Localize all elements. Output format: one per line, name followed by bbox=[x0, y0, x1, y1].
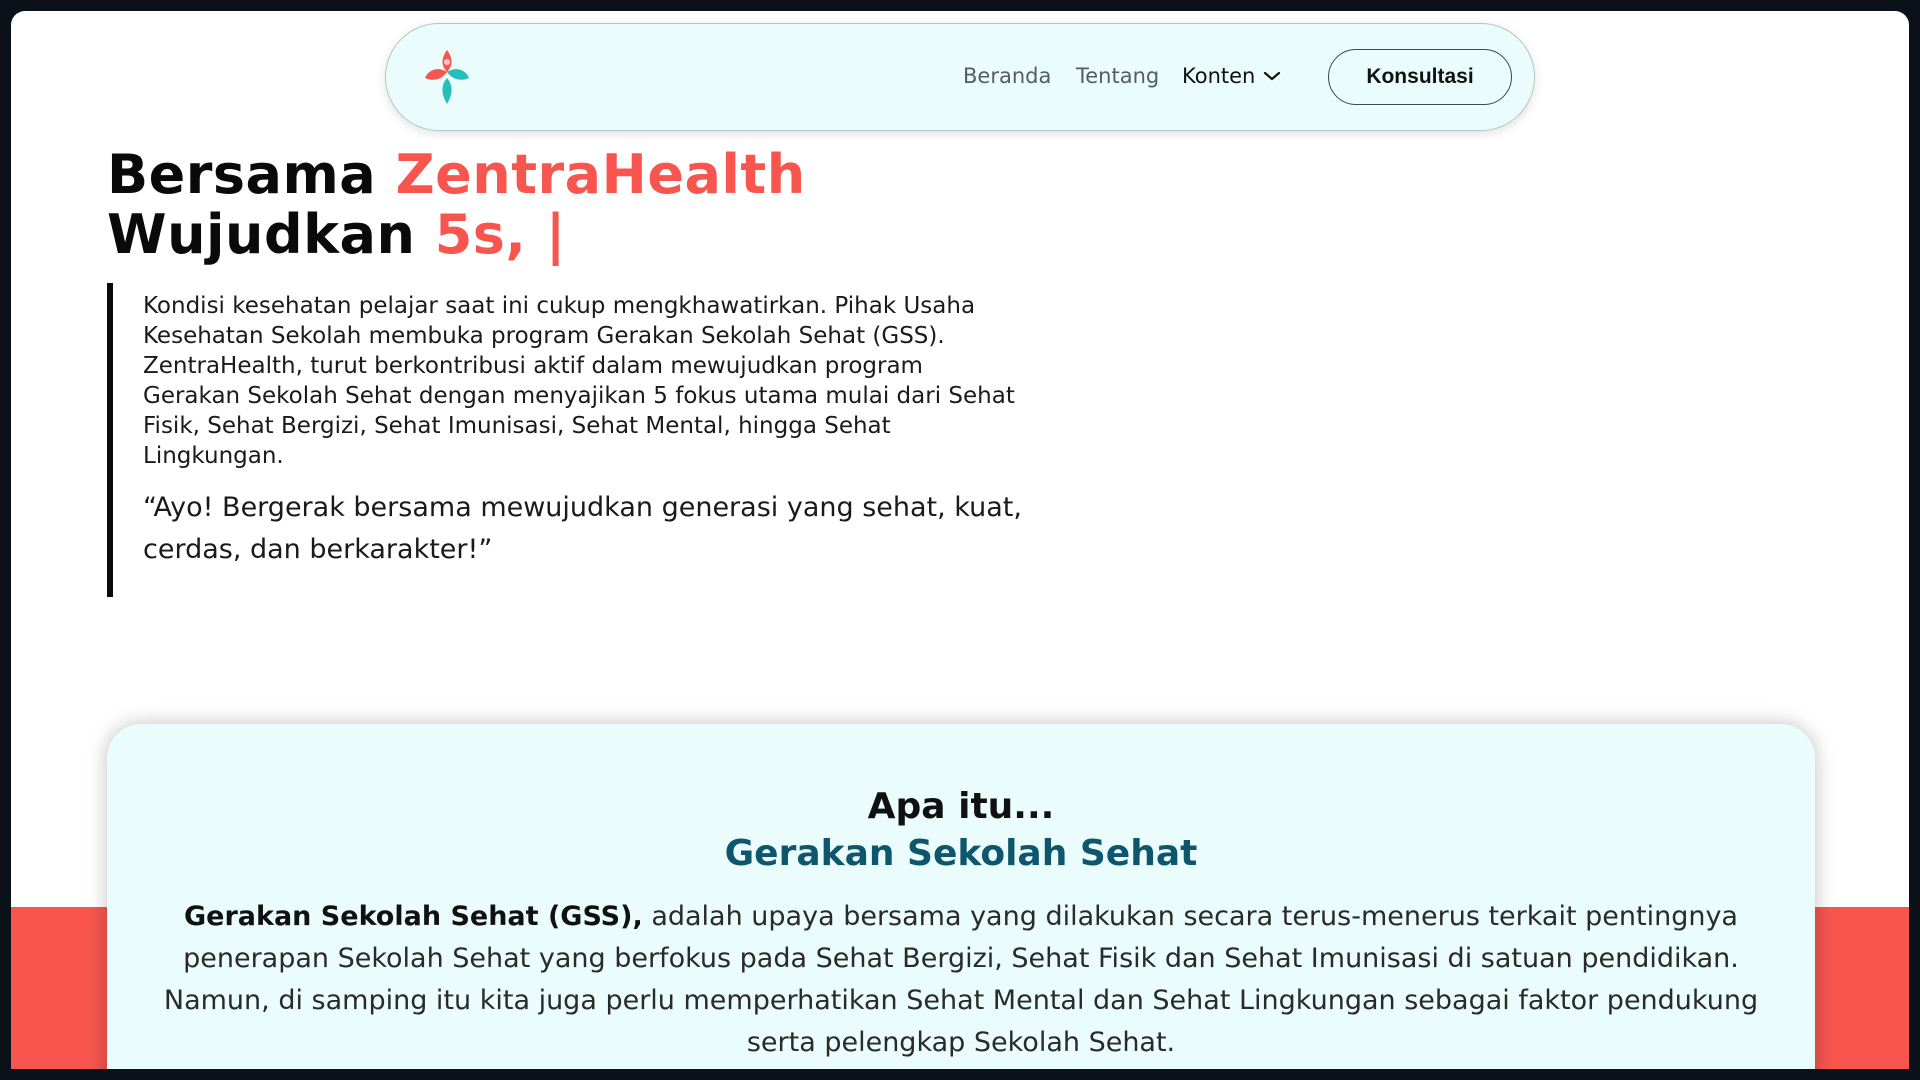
hero-intro-text: Kondisi kesehatan pelajar saat ini cukup mengkhawatirkan. Pihak Usaha Kesehatan Sekolah membuka program Gerakan Sekolah Sehat (GSS). ZentraHealth, turut berkontribusi aktif dalam mewujudkan program Gerakan Sekolah Sehat dengan menyajikan 5 fokus utama mulai dari Sehat Fisik, Sehat Bergizi, Sehat Imunisasi, Sehat Mental, hingga Sehat Lingkungan. bbox=[143, 293, 1015, 469]
hero-title bbox=[107, 145, 806, 265]
nav-konten-dropdown[interactable] bbox=[1182, 64, 1281, 88]
nav-konten-label: Konten bbox=[1182, 64, 1256, 88]
hero-title-prefix: Bersama bbox=[107, 143, 396, 206]
hero-title-line2: Wujudkan bbox=[107, 203, 435, 266]
gss-title: Gerakan Sekolah Sehat bbox=[724, 833, 1198, 874]
gss-question-heading: Apa itu... bbox=[867, 786, 1055, 827]
gss-description-strong: Gerakan Sekolah Sehat (GSS), bbox=[184, 901, 643, 932]
hero-description-block bbox=[107, 283, 1057, 597]
nav-tentang-link[interactable]: Tentang bbox=[1076, 64, 1160, 88]
browser-viewport bbox=[11, 11, 1909, 1069]
hero-title-brand: ZentraHealth bbox=[395, 143, 806, 206]
nav-beranda-link[interactable]: Beranda bbox=[963, 64, 1052, 88]
zentrahealth-logo-icon[interactable] bbox=[422, 48, 472, 108]
navbar bbox=[385, 23, 1535, 131]
gss-description bbox=[161, 896, 1761, 1064]
gss-info-card bbox=[107, 724, 1815, 1069]
hero-typed-text: 5s, | bbox=[434, 203, 566, 266]
konsultasi-button[interactable]: Konsultasi bbox=[1328, 49, 1512, 105]
gss-description-rest: adalah upaya bersama yang dilakukan secara terus-menerus terkait pentingnya penerapan Sekolah Sehat yang berfokus pada Sehat Bergizi, Sehat Fisik dan Sehat Imunisasi di satuan pendidikan. Namun, di samping itu kita juga perlu memperhatikan Sehat Mental dan Sehat Lingkungan sebagai faktor pendukung serta pelengkap Sekolah Sehat. bbox=[163, 901, 1759, 1058]
hero-quote: “Ayo! Bergerak bersama mewujudkan generasi yang sehat, kuat, cerdas, dan berkarakter!” bbox=[143, 492, 1022, 565]
chevron-down-icon bbox=[1263, 70, 1281, 82]
